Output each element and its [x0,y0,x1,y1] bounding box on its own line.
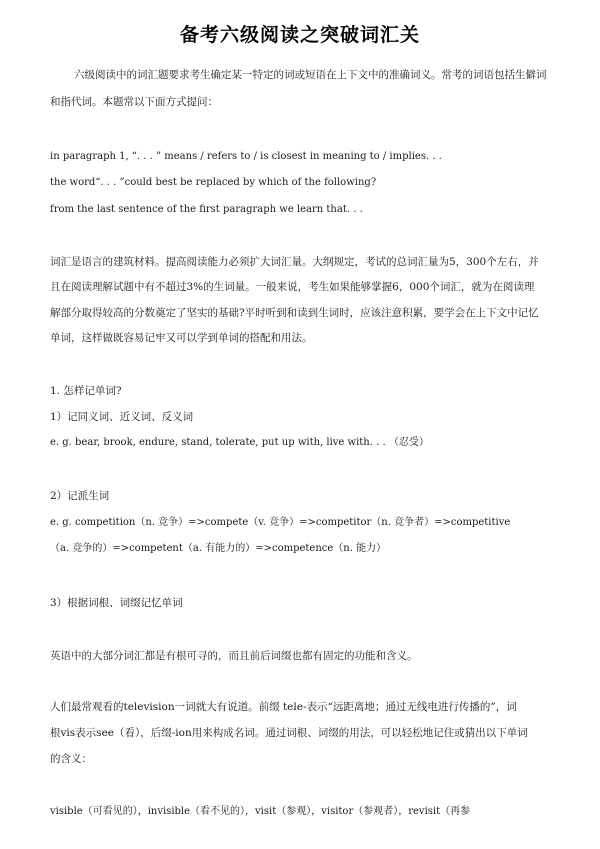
vocab-importance-line-2: 且在阅读理解试题中有不超过3%的生词量。一般来说，考生如果能够掌握6，000个词汇，就为在阅读理 [50,281,535,293]
vocab-importance-line-1: 词汇是语言的建筑材料。提高阅读能力必须扩大词汇量。大纲规定，考试的总词汇量为5，300个左右，并 [50,256,539,268]
vocab-importance-line-4: 单词，这样做既容易记牢又可以学到单词的搭配和用法。 [50,332,313,344]
method-1-example: e. g. bear, brook, endure, stand, tolerate, put up with, live with. . . （忍受） [50,437,429,448]
document-title: 备考六级阅读之突破词汇关 [179,24,420,46]
intro-line-2: 和指代词。本题常以下面方式提问： [50,96,218,108]
method-2-example-line-1: e. g. competition（n. 竞争）=>compete（v. 竞争）=>competitor（n. 竞争者）=>competitive [50,517,511,528]
method-2-heading: 2）记派生词 [50,490,110,502]
method-1-heading: 1）记同义词、近义词、反义词 [50,411,194,423]
method-2-example-line-2: （a. 竞争的）=>competent（a. 有能力的）=>competence（n. 能力） [50,543,387,554]
television-paragraph-line-1: 人们最常观看的television一词就大有说道。前缀 tele-表示“远距离地；通过无线电进行传播的”，词 [50,701,517,713]
vocab-importance-line-3: 解部分取得较高的分数奠定了坚实的基础?平时听到和读到生词时，应该注意积累，要学会在上下文中记忆 [50,307,539,319]
roots-intro-paragraph: 英语中的大部分词汇都是有根可寻的，而且前后词缀也都有固定的功能和含义。 [50,650,418,662]
question-form-2: the word“. . . ”could best be replaced by which of the following? [50,177,377,188]
intro-line-1: 六级阅读中的词汇题要求考生确定某一特定的词或短语在上下文中的准确词义。常考的词语包括生僻词 [74,69,547,81]
question-form-3: from the last sentence of the first paragraph we learn that. . . [50,204,363,215]
question-form-1: in paragraph 1, “. . . ” means / refers to / is closest in meaning to / implies. . . [50,151,442,162]
television-paragraph-line-3: 的含义： [50,753,92,765]
method-3-heading: 3）根据词根、词缀记忆单词 [50,597,183,609]
section-1-heading: 1. 怎样记单词? [50,385,122,397]
visible-examples-line: visible（可看见的），invisible（看不见的），visit（参观），visitor（参观者），revisit（再参 [50,806,471,817]
television-paragraph-line-2: 根vis表示see（看），后缀-ion用来构成名词。通过词根、词缀的用法，可以轻松地记住或猜出以下单词 [50,727,528,739]
